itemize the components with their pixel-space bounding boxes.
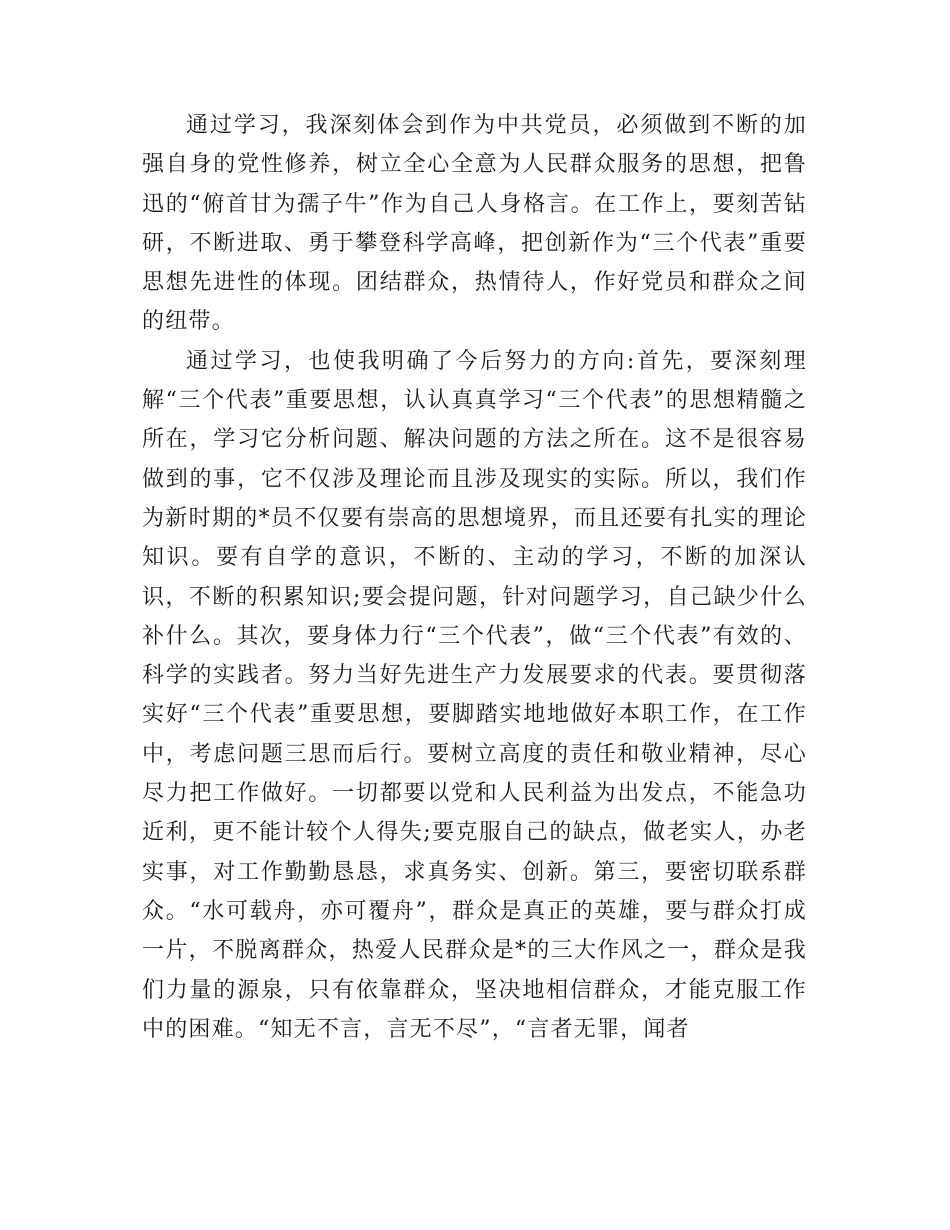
paragraph-1: 通过学习，我深刻体会到作为中共党员，必须做到不断的加强自身的党性修养，树立全心全意为人民群众服务的思想，把鲁迅的“俯首甘为孺子牛”作为自己人身格言。在工作上，要刻苦钻研，不断进取、勇于攀登科学高峰，把创新作为“三个代表”重要思想先进性的体现。团结群众，热情待人，作好党员和群众之间的纽带。 <box>142 113 807 335</box>
document-body <box>142 106 807 1049</box>
paragraph-2: 通过学习，也使我明确了今后努力的方向:首先，要深刻理解“三个代表”重要思想，认认真真学习“三个代表”的思想精髓之所在，学习它分析问题、解决问题的方法之所在。这不是很容易做到的事，它不仅涉及理论而且涉及现实的实际。所以，我们作为新时期的*员不仅要有崇高的思想境界，而且还要有扎实的理论知识。要有自学的意识，不断的、主动的学习，不断的加深认识，不断的积累知识;要会提问题，针对问题学习，自己缺少什么补什么。其次，要身体力行“三个代表”，做“三个代表”有效的、科学的实践者。努力当好先进生产力发展要求的代表。要贯彻落实好“三个代表”重要思想，要脚踏实地地做好本职工作，在工作中，考虑问题三思而后行。要树立高度的责任和敬业精神，尽心尽力把工作做好。一切都要以党和人民利益为出发点，不能急功近利，更不能计较个人得失;要克服自己的缺点，做老实人，办老实事，对工作勤勤恳恳，求真务实、创新。第三，要密切联系群众。“水可载舟，亦可覆舟”，群众是真正的英雄，要与群众打成一片，不脱离群众，热爱人民群众是*的三大作风之一，群众是我们力量的源泉，只有依靠群众，坚决地相信群众，才能克服工作中的困难。“知无不言，言无不尽”，“言者无罪，闻者 <box>142 348 807 1042</box>
